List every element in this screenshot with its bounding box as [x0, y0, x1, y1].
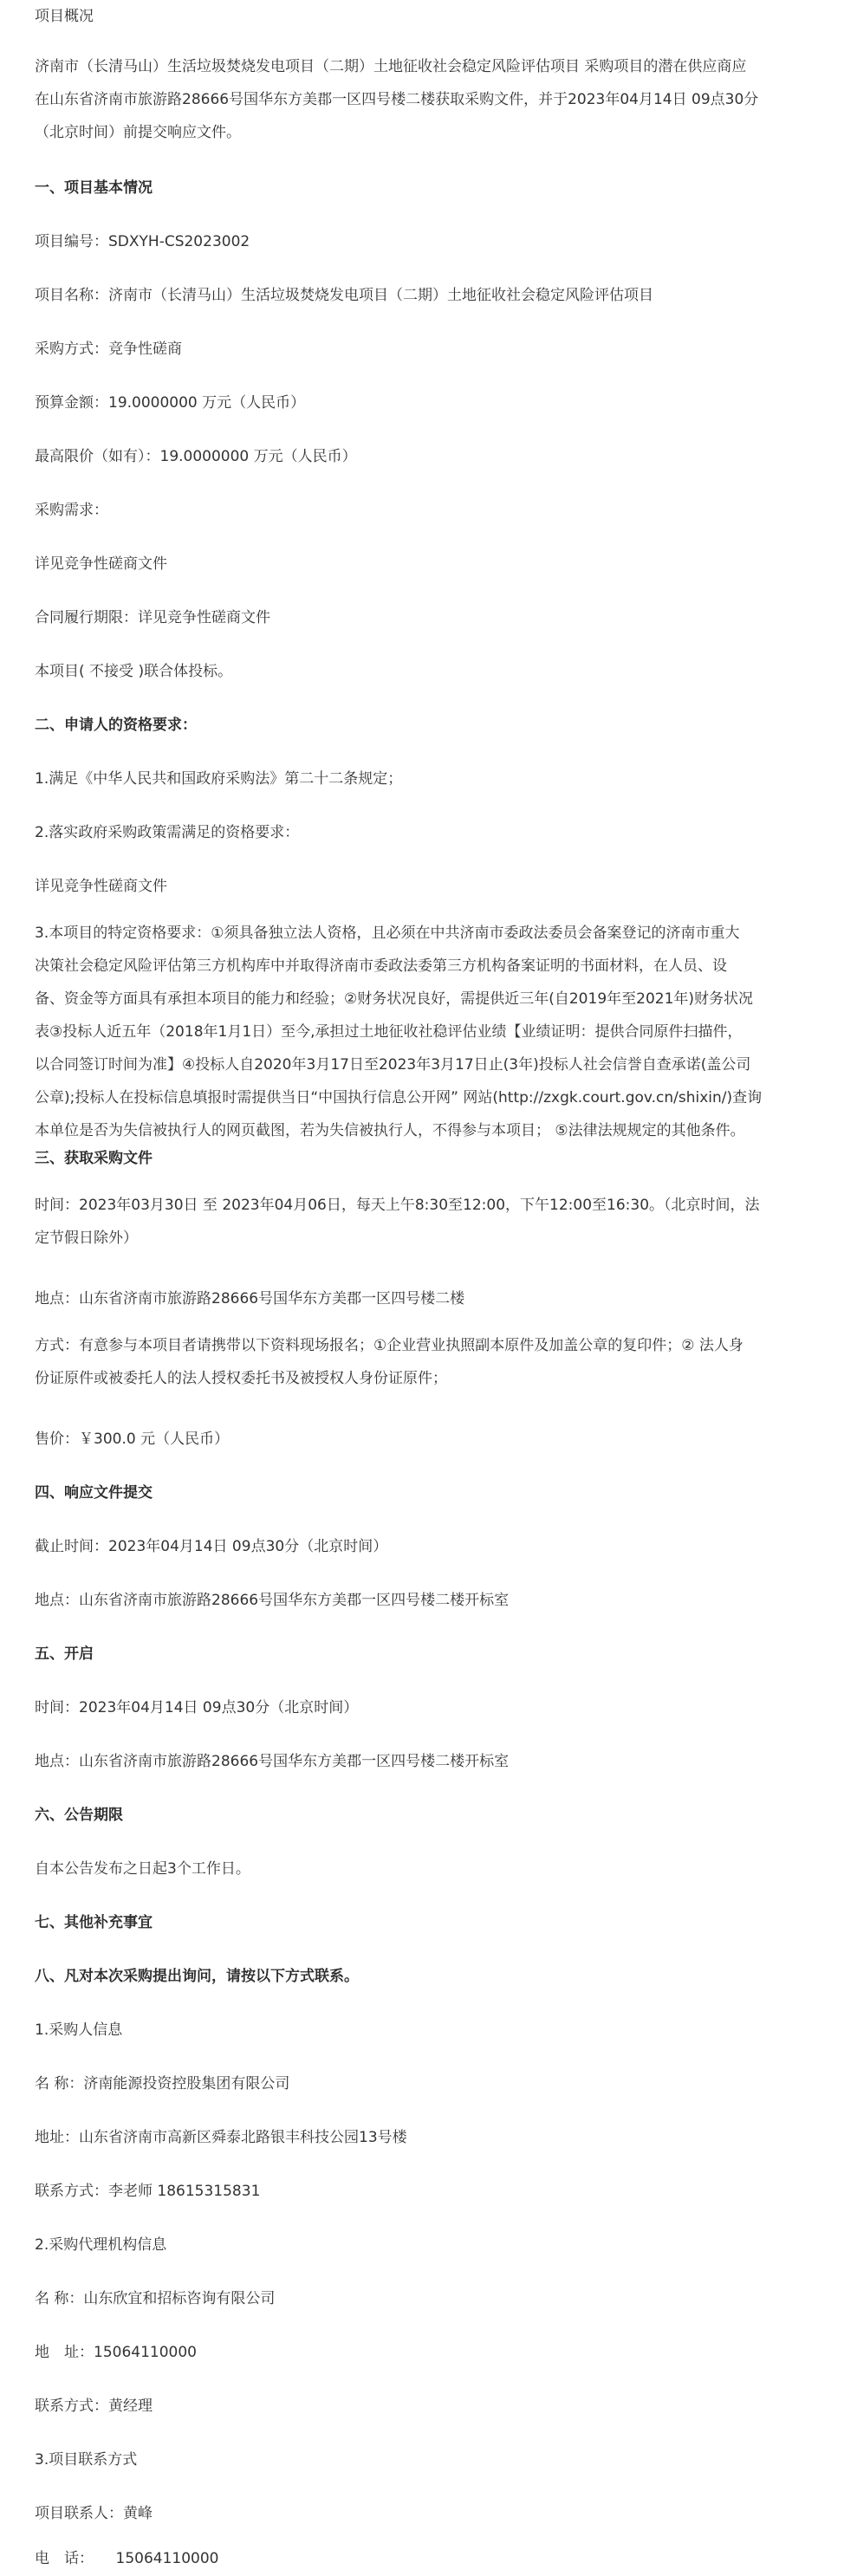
agency-contact: 联系方式：黄经理 [35, 2398, 153, 2415]
opening-place: 地点：山东省济南市旅游路28666号国华东方美郡一区四号楼二楼开标室 [35, 1753, 510, 1770]
section-3-heading: 三、获取采购文件 [35, 1150, 153, 1167]
acquire-way-line: 份证原件或被委托人的法人授权委托书及被授权人身份证原件； [35, 1370, 447, 1387]
opening-time: 时间：2023年04月14日 09点30分（北京时间） [35, 1699, 359, 1716]
section-4-heading: 四、响应文件提交 [35, 1484, 153, 1502]
buyer-address: 地址：山东省济南市高新区舜泰北路银丰科技公园13号楼 [35, 2129, 407, 2146]
budget-amount: 预算金额：19.0000000 万元（人民币） [35, 394, 306, 412]
acquire-way [35, 1329, 806, 1395]
section-5-heading: 五、开启 [35, 1645, 94, 1663]
acquire-time-line: 时间：2023年03月30日 至 2023年04月06日，每天上午8:30至12:00，下午12:00至16:30。（北京时间，法 [35, 1197, 760, 1214]
agency-address: 地 址：15064110000 [35, 2344, 197, 2361]
qualification-item-2-detail: 详见竞争性磋商文件 [35, 878, 167, 895]
qualification-line: 以合同签订时间为准】④投标人自2020年3月17日至2023年3月17日止(3年)投标人社会信誉自查承诺(盖公司 [35, 1056, 751, 1074]
acquire-time-line: 定节假日除外） [35, 1230, 138, 1247]
buyer-name: 名 称：济南能源投资控股集团有限公司 [35, 2075, 290, 2093]
qualification-item-3 [35, 917, 806, 1147]
overview-title: 项目概况 [35, 8, 94, 25]
qualification-line: 决策社会稳定风险评估第三方机构库中并取得济南市委政法委第三方机构备案证明的书面材料，在人员、设 [35, 957, 727, 975]
project-contact-person: 项目联系人：黄峰 [35, 2505, 153, 2522]
buyer-contact: 联系方式：李老师 18615315831 [35, 2183, 261, 2200]
demand-detail: 详见竞争性磋商文件 [35, 555, 167, 573]
submission-deadline: 截止时间：2023年04月14日 09点30分（北京时间） [35, 1538, 388, 1555]
section-2-heading: 二、申请人的资格要求： [35, 717, 197, 734]
overview-paragraph [35, 50, 806, 149]
contract-period: 合同履行期限：详见竞争性磋商文件 [35, 609, 270, 626]
section-1-heading: 一、项目基本情况 [35, 179, 153, 197]
section-8-heading: 八、凡对本次采购提出询问，请按以下方式联系。 [35, 1968, 359, 1985]
qualification-line: 3.本项目的特定资格要求：①须具备独立法人资格，且必须在中共济南市委政法委员会备案登记的济南市重大 [35, 925, 740, 942]
submission-place: 地点：山东省济南市旅游路28666号国华东方美郡一区四号楼二楼开标室 [35, 1592, 510, 1609]
document-price: 售价：￥300.0 元（人民币） [35, 1431, 230, 1448]
buyer-info-title: 1.采购人信息 [35, 2021, 123, 2039]
project-contact-phone: 电 话： 15064110000 [35, 2550, 219, 2567]
max-price: 最高限价（如有）：19.0000000 万元（人民币） [35, 448, 357, 465]
qualification-item-2: 2.落实政府采购政策需满足的资格要求： [35, 824, 300, 841]
project-number: 项目编号：SDXYH-CS2023002 [35, 233, 250, 250]
acquire-place: 地点：山东省济南市旅游路28666号国华东方美郡一区四号楼二楼 [35, 1290, 465, 1307]
overview-line: 在山东省济南市旅游路28666号国华东方美郡一区四号楼二楼获取采购文件，并于2023年04月14日 09点30分 [35, 91, 759, 108]
agency-name: 名 称：山东欣宜和招标咨询有限公司 [35, 2290, 276, 2307]
qualification-line: 本单位是否为失信被执行人的网页截图，若为失信被执行人，不得参与本项目； ⑤法律法规规定的其他条件。 [35, 1122, 745, 1139]
qualification-line: 公章);投标人在投标信息填报时需提供当日“中国执行信息公开网” 网站(http://zxgk.court.gov.cn/shixin/)查询 [35, 1089, 763, 1106]
overview-line: 济南市（长清马山）生活垃圾焚烧发电项目（二期）土地征收社会稳定风险评估项目 采购项目的潜在供应商应 [35, 58, 747, 75]
acquire-way-line: 方式：有意参与本项目者请携带以下资料现场报名；①企业营业执照副本原件及加盖公章的复印件；② 法人身 [35, 1337, 743, 1354]
section-6-heading: 六、公告期限 [35, 1807, 123, 1824]
acquire-time [35, 1189, 806, 1255]
demand-label: 采购需求： [35, 502, 108, 519]
qualification-item-1: 1.满足《中华人民共和国政府采购法》第二十二条规定； [35, 770, 403, 788]
qualification-line: 表③投标人近五年（2018年1月1日）至今,承担过土地征收社稳评估业绩【业绩证明：提供合同原件扫描件， [35, 1023, 743, 1041]
overview-line: （北京时间）前提交响应文件。 [35, 124, 241, 141]
qualification-line: 备、资金等方面具有承担本项目的能力和经验；②财务状况良好，需提供近三年(自2019年至2021年)财务状况 [35, 990, 754, 1008]
project-name: 项目名称：济南市（长清马山）生活垃圾焚烧发电项目（二期）土地征收社会稳定风险评估项目 [35, 287, 653, 304]
section-7-heading: 七、其他补充事宜 [35, 1914, 153, 1931]
notice-period: 自本公告发布之日起3个工作日。 [35, 1860, 250, 1878]
project-contact-title: 3.项目联系方式 [35, 2451, 138, 2469]
procurement-method: 采购方式：竞争性磋商 [35, 341, 182, 358]
agency-info-title: 2.采购代理机构信息 [35, 2236, 167, 2254]
consortium-note: 本项目( 不接受 )联合体投标。 [35, 663, 233, 680]
